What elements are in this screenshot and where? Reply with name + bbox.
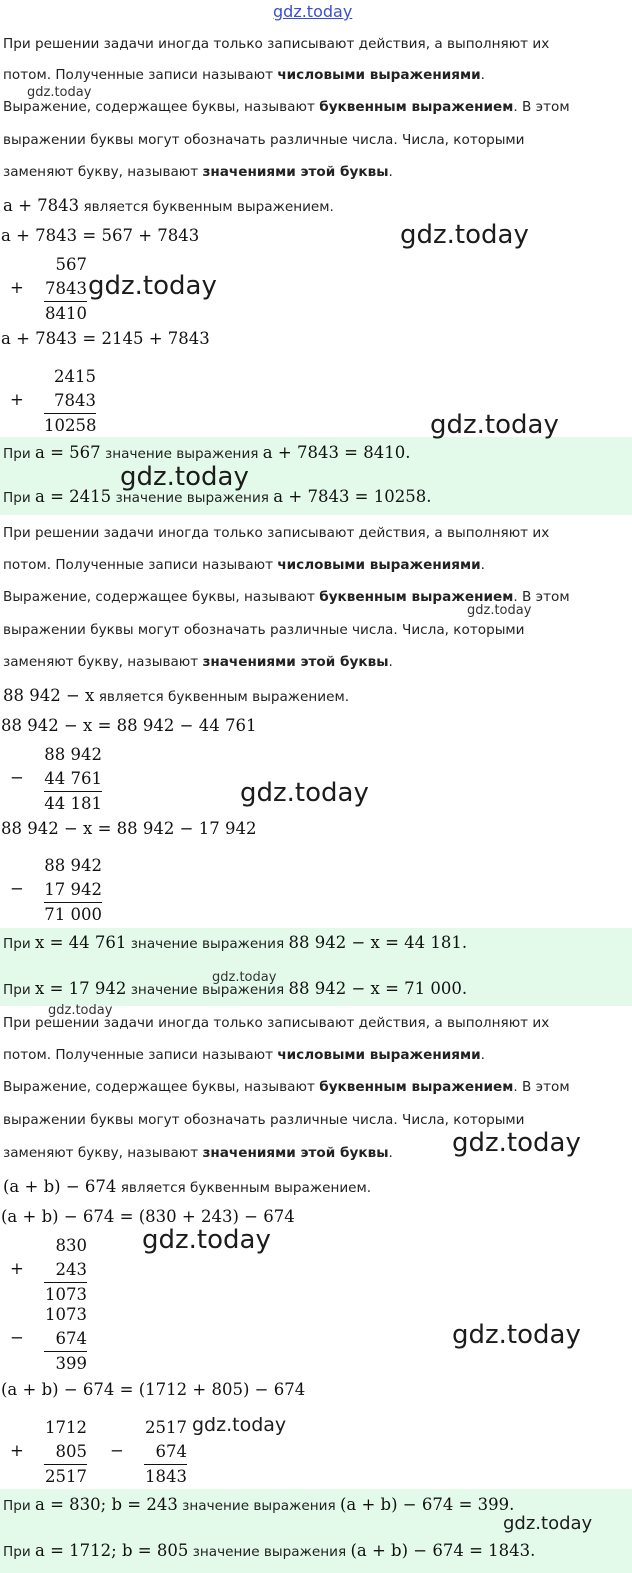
intro-paragraph-line1: При решении задачи иногда только записывают действия, а выполняют их — [3, 525, 550, 541]
watermark: gdz.today — [120, 462, 249, 492]
intro-paragraph-line1: При решении задачи иногда только записывают действия, а выполняют их — [3, 36, 550, 52]
watermark: gdz.today — [467, 603, 532, 618]
answer-line-1: При x = 44 761 значение выражения 88 942 − x = 44 181. — [3, 933, 468, 952]
site-header-link[interactable]: gdz.today — [273, 2, 353, 21]
intro-paragraph-line1: При решении задачи иногда только записывают действия, а выполняют их — [3, 1015, 550, 1031]
watermark: gdz.today — [27, 85, 92, 100]
watermark: gdz.today — [192, 1414, 287, 1436]
intro-paragraph-line2: потом. Полученные записи называют числовыми выражениями. — [3, 67, 485, 83]
substitution-line-1: 88 942 − x = 88 942 − 44 761 — [1, 716, 257, 735]
column-calculation: 88 942 17 942 71 000 — [44, 856, 102, 924]
operator-minus: − — [110, 1441, 124, 1460]
intro-paragraph-line2: потом. Полученные записи называют числовыми выражениями. — [3, 557, 485, 573]
definition-line1: Выражение, содержащее буквы, называют буквенным выражением. В этом — [3, 589, 570, 605]
letter-expression-statement: a + 7843 является буквенным выражением. — [3, 196, 334, 215]
definition-line1: Выражение, содержащее буквы, называют буквенным выражением. В этом — [3, 1079, 570, 1095]
operator-plus: + — [10, 390, 24, 409]
column-calculation: 2517 674 1843 — [145, 1418, 187, 1486]
definition-line2: выражении буквы могут обозначать различные числа. Числа, которыми — [3, 622, 525, 638]
column-calculation: 88 942 44 761 44 181 — [44, 745, 102, 813]
watermark: gdz.today — [48, 1003, 113, 1018]
intro-paragraph-line2: потом. Полученные записи называют числовыми выражениями. — [3, 1047, 485, 1063]
substitution-line-1: a + 7843 = 567 + 7843 — [1, 226, 200, 245]
operator-minus: − — [10, 768, 24, 787]
substitution-line-2: (a + b) − 674 = (1712 + 805) − 674 — [1, 1380, 306, 1399]
operator-minus: − — [10, 879, 24, 898]
operator-minus: − — [10, 1328, 24, 1347]
letter-expression-statement: 88 942 − x является буквенным выражением. — [3, 686, 350, 705]
watermark: gdz.today — [430, 410, 559, 440]
substitution-line-2: 88 942 − x = 88 942 − 17 942 — [1, 819, 257, 838]
answer-line-2: При a = 1712; b = 805 значение выражения (a + b) − 674 = 1843. — [3, 1541, 536, 1560]
operator-plus: + — [10, 1441, 24, 1460]
column-calculation: 830 243 1073 — [45, 1236, 87, 1304]
column-calculation: 1073 674 399 — [45, 1305, 87, 1373]
definition-line2: выражении буквы могут обозначать различные числа. Числа, которыми — [3, 1112, 525, 1128]
watermark: gdz.today — [212, 970, 277, 985]
substitution-line-1: (a + b) − 674 = (830 + 243) − 674 — [1, 1207, 295, 1226]
watermark: gdz.today — [142, 1225, 271, 1255]
column-calculation: 1712 805 2517 — [45, 1418, 87, 1486]
definition-line2: выражении буквы могут обозначать различные числа. Числа, которыми — [3, 132, 525, 148]
watermark: gdz.today — [400, 220, 529, 250]
operator-plus: + — [10, 278, 24, 297]
answer-line-1: При a = 830; b = 243 значение выражения (a + b) − 674 = 399. — [3, 1495, 515, 1514]
definition-line3: заменяют букву, называют значениями этой буквы. — [3, 1145, 393, 1161]
column-calculation: 567 7843 8410 — [45, 255, 87, 323]
definition-line3: заменяют букву, называют значениями этой буквы. — [3, 164, 393, 180]
watermark: gdz.today — [503, 1513, 593, 1534]
substitution-line-2: a + 7843 = 2145 + 7843 — [1, 329, 210, 348]
answer-line-1: При a = 567 значение выражения a + 7843 = 8410. — [3, 443, 411, 462]
watermark: gdz.today — [452, 1320, 581, 1350]
watermark: gdz.today — [88, 271, 217, 301]
operator-plus: + — [10, 1259, 24, 1278]
definition-line3: заменяют букву, называют значениями этой буквы. — [3, 654, 393, 670]
definition-line1: Выражение, содержащее буквы, называют буквенным выражением. В этом — [3, 99, 570, 115]
watermark: gdz.today — [240, 778, 369, 808]
answer-line-2: При a = 2415 значение выражения a + 7843 = 10258. — [3, 487, 432, 506]
answer-line-2: При x = 17 942 значение выражения 88 942 − x = 71 000. — [3, 979, 468, 998]
letter-expression-statement: (a + b) − 674 является буквенным выражением. — [3, 1177, 372, 1196]
watermark: gdz.today — [452, 1128, 581, 1158]
column-calculation: 2415 7843 10258 — [44, 367, 97, 435]
